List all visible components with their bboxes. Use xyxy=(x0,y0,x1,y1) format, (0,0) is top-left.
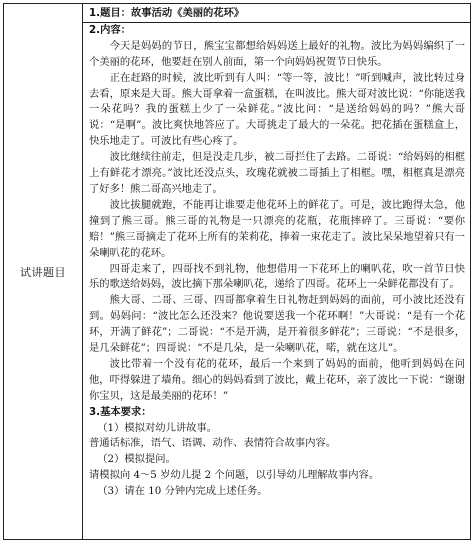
story-paragraph: 正在赶路的时候，波比听到有人叫：“等一等，波比！”听到喊声，波比转过身去看，原来是大哥。熊大哥拿着一盒蛋糕，在叫波比。熊大哥对波比说：“你能送我一朵花吗？我的蛋糕上少了一朵鲜花。”波比问：“是送给妈妈的吗？”熊大哥说：“是啊”。波比爽快地答应了。大哥挑走了最大的一朵花。把花插在蛋糕盒上，快乐地走了。可波比有些心疼了。 xyxy=(89,71,465,148)
story-paragraph: 熊大哥、二哥、三哥、四哥都拿着生日礼物赶到妈妈的面前，可小波比还没有到。妈妈问：“波比怎么还没来？他说要送我一个花环啊！”大哥说：“是有一个花环，开满了鲜花”；二哥说：“不是开满，是开着很多鲜花”；三哥说：“不是很多，是几朵鲜花”；四哥说：“不是几朵，是一朵喇叭花，喏，就在这儿”。 xyxy=(89,294,465,355)
story-paragraph: 波比继续往前走，但是没走几步，被二哥拦住了去路。二哥说：“给妈妈的相框上有鲜花才漂亮。”波比还没点头，玫瑰花就被二哥插上了相框。嘿，相框真是漂亮了好多！熊二哥高兴地走了。 xyxy=(89,151,465,195)
requirement-label: （2）模拟提问。 xyxy=(97,453,176,466)
story-paragraph: 波比带着一个没有花的花环，最后一个来到了妈妈的面前，他听到妈妈在问他，吓得躲进了墙角。细心的妈妈看到了波比，戴上花环，亲了波比一下说：“谢谢你宝贝，这是最美丽的花环！” xyxy=(89,357,465,402)
requirement-detail: 普通话标准，语气、语调、动作、表情符合故事内容。 xyxy=(89,437,337,450)
story-paragraph: 四哥走来了，四哥找不到礼物，他想借用一下花环上的喇叭花，吹一首节日快乐的歌送给妈妈，波比摘下那朵喇叭花，递给了四哥。花环上一朵鲜花都没有了。 xyxy=(89,262,465,291)
content-cell xyxy=(83,4,470,539)
label-cell xyxy=(4,4,83,539)
story-paragraph: 今天是妈妈的节日，熊宝宝都想给妈妈送上最好的礼物。波比为妈妈编织了一个美丽的花环，他要赶在别人前面，第一个向妈妈祝贺节日快乐。 xyxy=(89,39,465,68)
content-heading: 2.内容： xyxy=(89,23,131,36)
requirement-detail: 请模拟向 4～5 岁幼儿提 2 个问题，以引导幼儿理解故事内容。 xyxy=(89,469,380,482)
requirement-label: （1）模拟对幼儿讲故事。 xyxy=(97,421,218,434)
requirement-label: （3）请在 10 分钟内完成上述任务。 xyxy=(97,485,268,498)
title-line: 1.题目：故事活动《美丽的花环》 xyxy=(89,7,245,19)
story-paragraph: 波比拔腿就跑，不能再让谁要走他花环上的鲜花了。可是，波比跑得太急，他撞到了熊三哥。熊三哥的礼物是一只漂亮的花瓶，花瓶摔碎了。三哥说：“要你赔！”熊三哥摘走了花环上所有的茉莉花，捧着一束花走了。波比呆呆地望着只有一朵喇叭花的花环。 xyxy=(89,198,465,259)
side-label: 试讲题目 xyxy=(20,265,66,279)
requirements-heading: 3.基本要求： xyxy=(89,405,152,418)
exam-question-table xyxy=(3,3,471,540)
